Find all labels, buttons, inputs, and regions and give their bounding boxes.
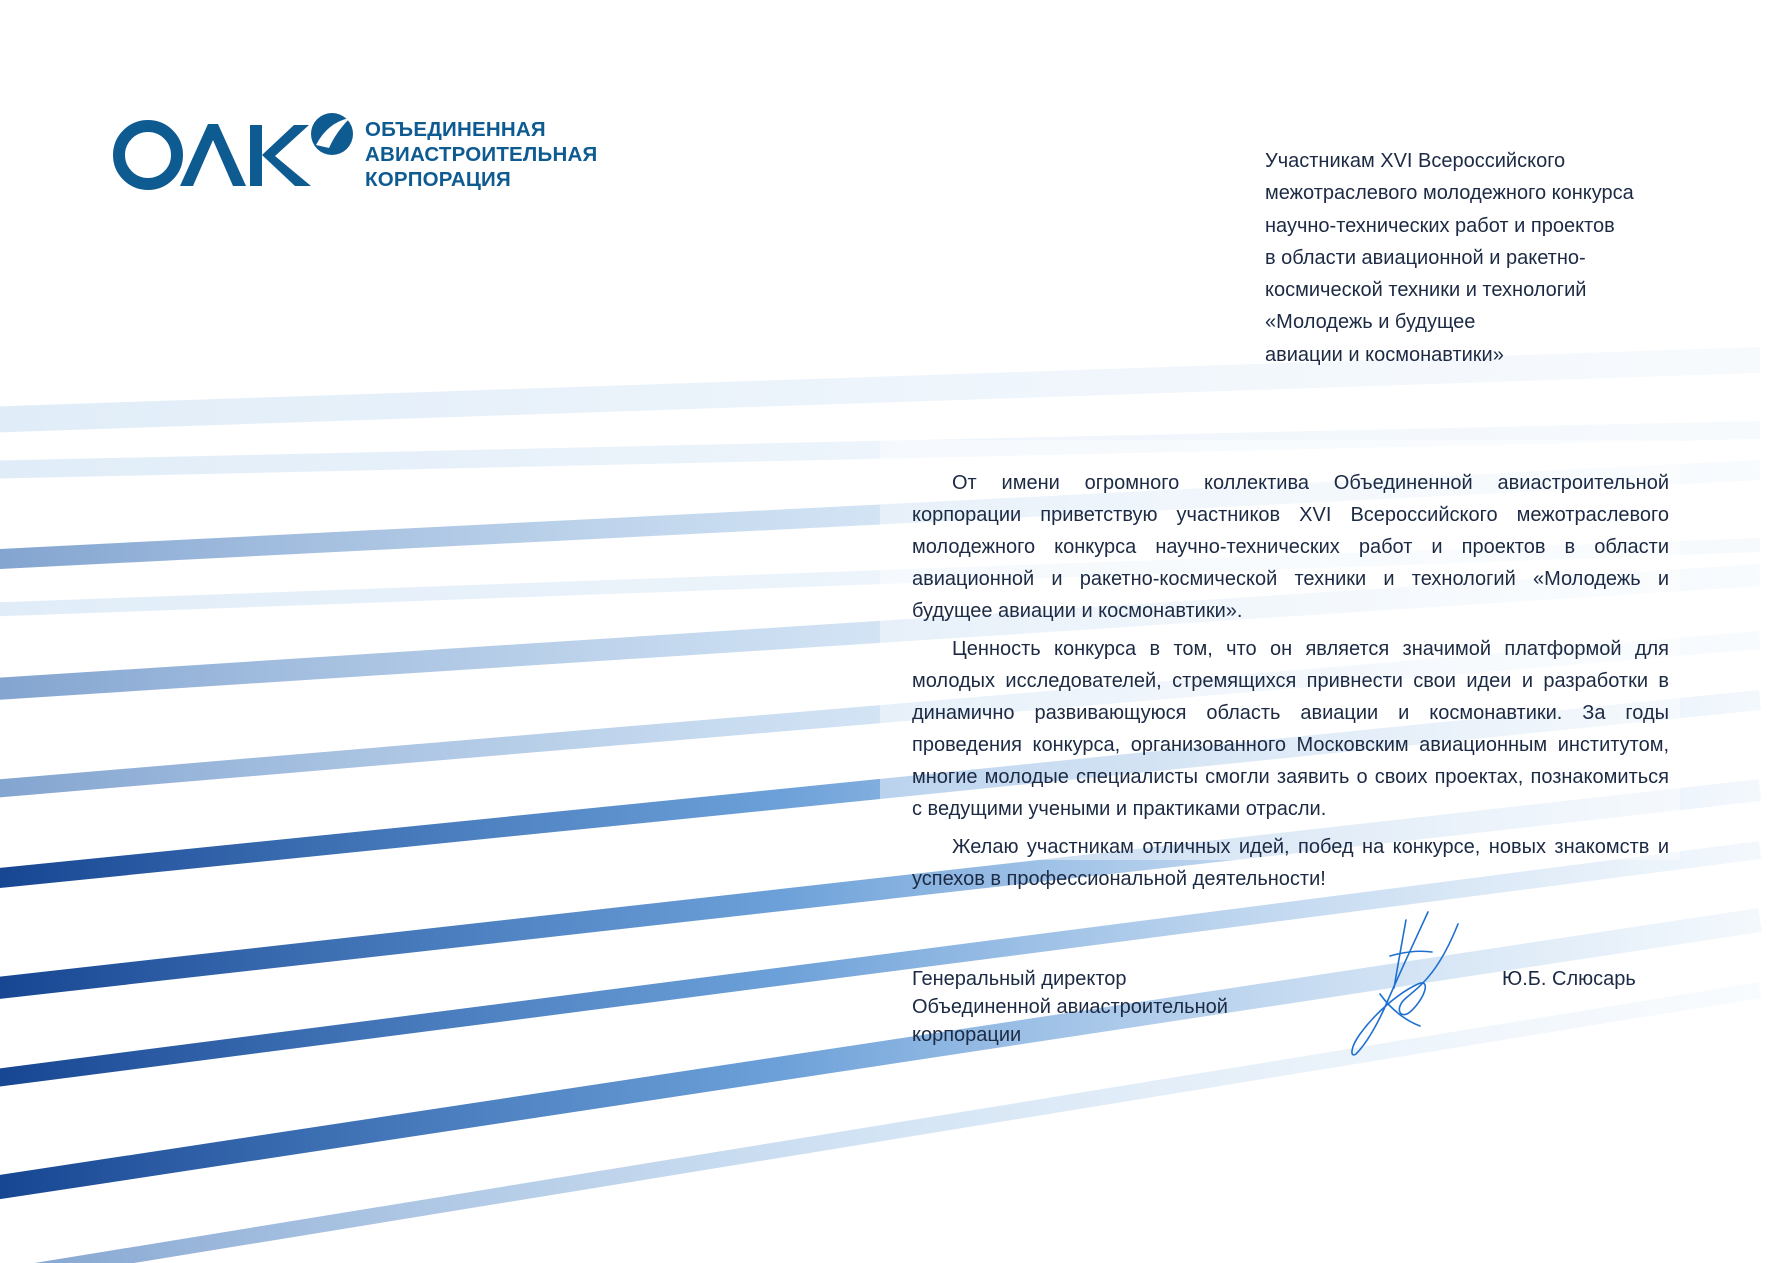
- logo-line: ОБЪЕДИНЕННАЯ: [365, 118, 546, 141]
- logo-line: АВИАСТРОИТЕЛЬНАЯ: [365, 143, 598, 166]
- addressee-line: научно-технических работ и проектов: [1265, 214, 1615, 237]
- logo-company-name: [365, 117, 685, 192]
- signatory-position: [912, 965, 1272, 1049]
- company-logo: [110, 108, 730, 198]
- logo-line: КОРПОРАЦИЯ: [365, 168, 511, 191]
- addressee-block: [1265, 145, 1705, 371]
- addressee-line: Участникам XVI Всероссийского: [1265, 150, 1566, 172]
- signatory-name: Ю.Б. Слюсарь: [1502, 968, 1636, 990]
- addressee-line: «Молодежь и будущее: [1265, 311, 1476, 334]
- position-line: Генеральный директор: [912, 968, 1127, 990]
- addressee-line: межотраслевого молодежного конкурса: [1265, 182, 1634, 205]
- letter-body: [912, 467, 1669, 901]
- position-line: Объединенной авиастроительной: [912, 996, 1228, 1018]
- addressee-line: космической техники и технологий: [1265, 279, 1587, 302]
- body-paragraph: Ценность конкурса в том, что он является значимой платформой для молодых исследователей, стремящихся привнести свои идеи и разработки в динамично развивающуюся область авиации и космонавтики. За годы проведения конкурса, организованного Московским авиационным институтом, многие молодые специалисты смогли заявить о своих проектах, познакомиться с ведущими учеными и практиками отрасли.: [912, 638, 1669, 820]
- handwritten-signature: [1320, 908, 1480, 1058]
- body-paragraph: От имени огромного коллектива Объединенной авиастроительной корпорации приветствую участников XVI Всероссийского межотраслевого молодежного конкурса научно-технических работ и проектов в области авиационной и ракетно-космической техники и технологий «Молодежь и будущее авиации и космонавтики».: [912, 472, 1669, 622]
- addressee-line: авиации и космонавтики»: [1265, 343, 1504, 366]
- addressee-line: в области авиационной и ракетно-: [1265, 246, 1586, 269]
- body-paragraph: Желаю участникам отличных идей, побед на конкурсе, новых знакомств и успехов в профессиональной деятельности!: [912, 836, 1669, 890]
- oak-logo-mark: [110, 108, 360, 198]
- position-line: корпорации: [912, 1024, 1022, 1046]
